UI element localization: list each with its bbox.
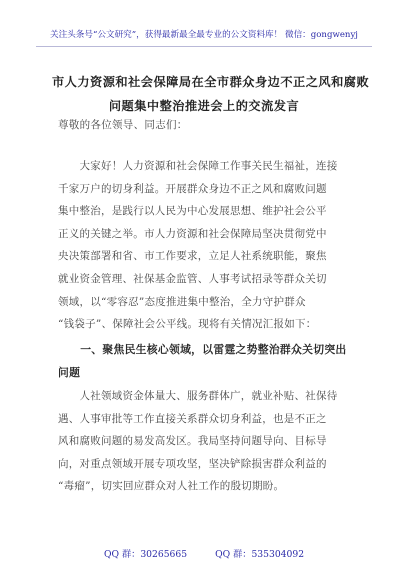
footer-qq-group-2: QQ 群：535304092: [215, 549, 305, 560]
paragraph-line: 向，对重点领域开展专项攻坚，坚决铲除损害群众利益的: [58, 457, 327, 470]
header-banner: 关注头条号“公文研究”，获得最新最全最专业的公文资料库！ 微信：gongwenyj: [50, 30, 358, 40]
paragraph-line: 千家万户的切身利益。开展群众身边不正之风和腐败问题: [58, 182, 327, 195]
salutation: 尊敬的各位领导、同志们：: [58, 119, 188, 131]
paragraph-line: “钱袋子”、保障社会公平线。现将有关情况汇报如下：: [58, 318, 317, 331]
title-line: 市人力资源和社会保障局在全市群众身边不正之风和腐败: [52, 75, 370, 89]
footer-qq-group-1: QQ 群：30265665: [103, 549, 188, 560]
header-divider: [36, 46, 372, 47]
paragraph-line: “毒瘤”，切实回应群众对人社工作的殷切期盼。: [58, 480, 285, 493]
paragraph-line: 央决策部署和省、市工作要求，立足人社系统职能，聚焦: [58, 250, 327, 263]
paragraph-section-1: [58, 385, 358, 498]
paragraph-line: 就业资金管理、社保基金监管、人事考试招录等群众关切: [58, 272, 327, 285]
document-title: [52, 70, 370, 118]
paragraph-line: 遇、人事审批等工作直接关系群众切身利益，也是不正之: [58, 412, 327, 425]
section-heading-1: [58, 338, 358, 384]
heading-line: 问题: [58, 366, 81, 379]
heading-line: 一、聚焦民生核心领域，以雷霆之势整治群众关切突出: [58, 343, 347, 356]
paragraph-line: 正义的关键之举。市人力资源和社会保障局坚决贯彻党中: [58, 227, 327, 240]
paragraph-intro: [58, 155, 358, 336]
title-line: 问题集中整治推进会上的交流发言: [108, 99, 300, 113]
paragraph-line: 大家好！人力资源和社会保障工作事关民生福祉，连接: [58, 160, 338, 172]
paragraph-line: 风和腐败问题的易发高发区。我局坚持问题导向、目标导: [58, 435, 327, 448]
paragraph-line: 集中整治，是践行以人民为中心发展思想、维护社会公平: [58, 205, 327, 218]
paragraph-line: 人社领域资金体量大、服务群体广，就业补贴、社保待: [58, 390, 338, 402]
paragraph-line: 领域，以“零容忍”态度推进集中整治，全力守护群众: [58, 295, 306, 308]
footer-contacts: [0, 546, 408, 560]
